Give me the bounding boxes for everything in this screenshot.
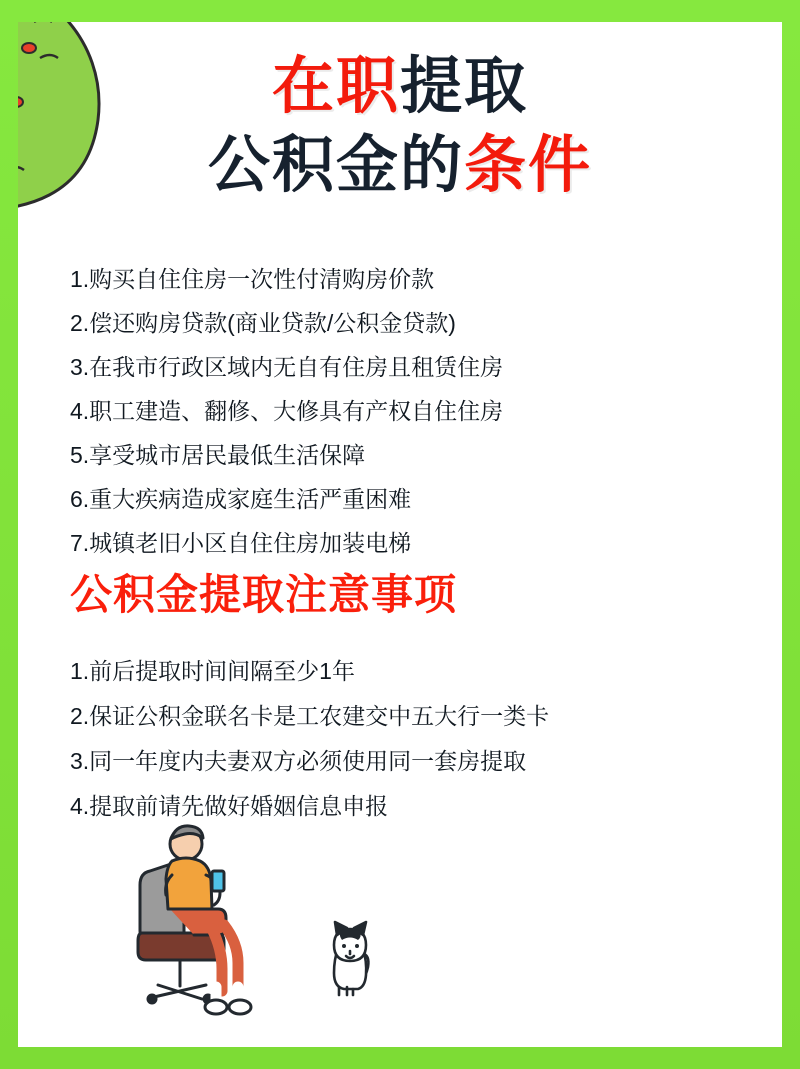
title-prefix-2: 公积金的 bbox=[207, 131, 464, 201]
title-highlight-1: 在职 bbox=[271, 52, 400, 121]
list-item: 7.城镇老旧小区自住住房加装电梯 bbox=[70, 530, 412, 556]
list-item: 3.在我市行政区域内无自有住房且租赁住房 bbox=[70, 354, 504, 380]
cat-icon bbox=[334, 922, 368, 995]
list-item: 6.重大疾病造成家庭生活严重困难 bbox=[70, 486, 412, 512]
poster-card bbox=[18, 22, 782, 1047]
list-item: 5.享受城市居民最低生活保障 bbox=[70, 442, 366, 468]
section-subtitle: 公积金提取注意事项 bbox=[70, 571, 458, 618]
title-rest-1: 提取 bbox=[400, 52, 529, 121]
list-item: 1.前后提取时间间隔至少1年 bbox=[70, 658, 355, 684]
page-title bbox=[18, 50, 782, 202]
list-item: 2.保证公积金联名卡是工农建交中五大行一类卡 bbox=[70, 703, 550, 729]
title-highlight-2: 条件 bbox=[464, 131, 593, 201]
person-sitting-reading-icon bbox=[138, 826, 251, 1014]
notes-list bbox=[70, 660, 742, 840]
list-item: 3.同一年度内夫妻双方必须使用同一套房提取 bbox=[70, 748, 527, 774]
list-item: 1.购买自住住房一次性付清购房价款 bbox=[70, 266, 435, 292]
illustration bbox=[128, 809, 488, 1029]
list-item: 2.偿还购房贷款(商业贷款/公积金贷款) bbox=[70, 310, 456, 336]
list-item: 4.职工建造、翻修、大修具有产权自住住房 bbox=[70, 398, 504, 424]
conditions-list bbox=[70, 268, 742, 576]
list-item: 4.提取前请先做好婚姻信息申报 bbox=[70, 793, 389, 819]
